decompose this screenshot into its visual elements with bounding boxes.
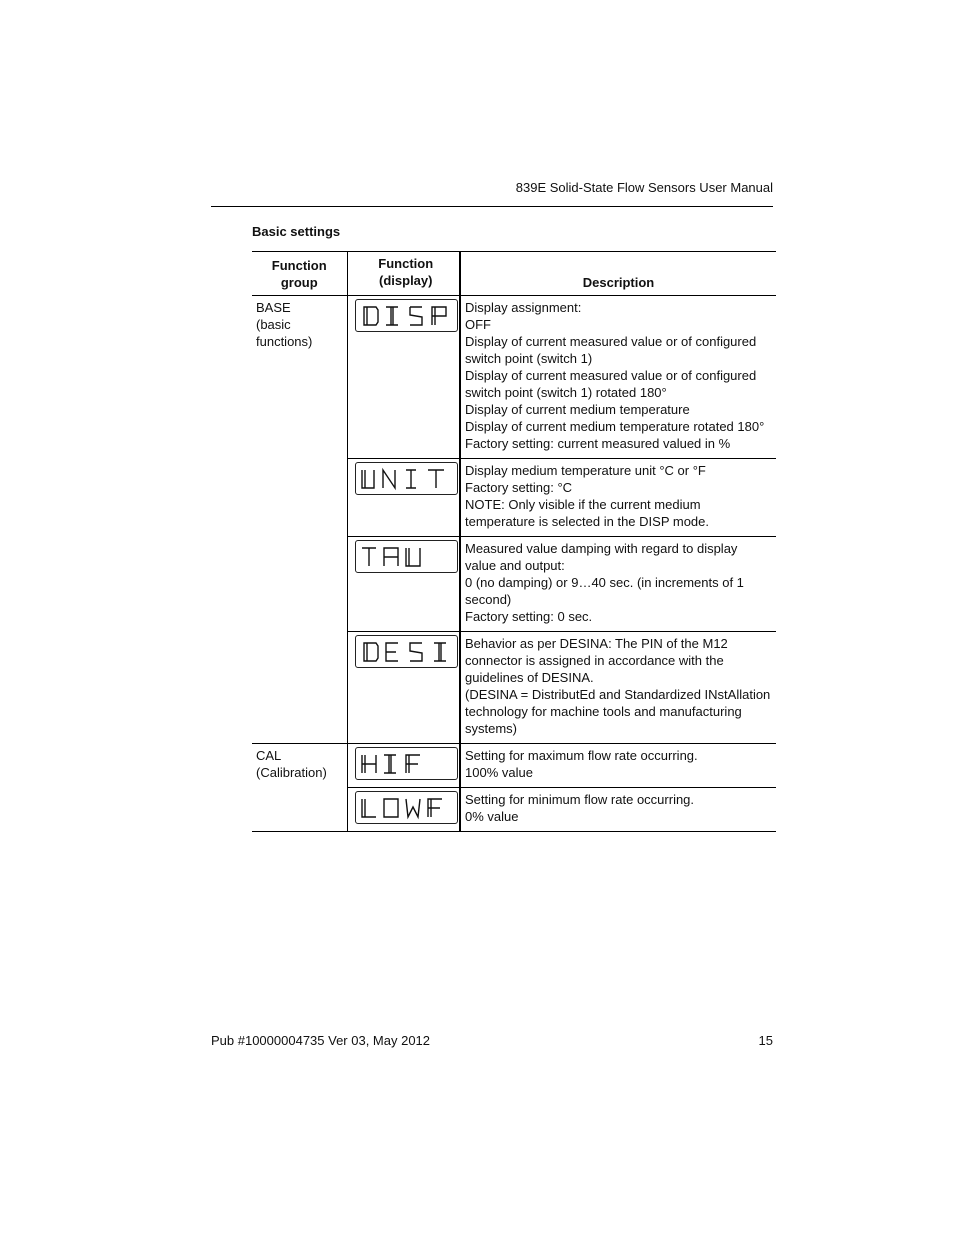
header-description: Description [460, 252, 776, 296]
header-function-group: Function group [252, 252, 347, 296]
display-cell [347, 537, 460, 632]
group-label: BASE [256, 300, 291, 315]
description-cell [460, 537, 776, 632]
header-function-display: Function (display) [347, 252, 460, 296]
group-cell-base [252, 296, 347, 744]
lcd-desi-glyphs [356, 636, 457, 667]
table-row [252, 744, 776, 788]
group-label: CAL [256, 748, 282, 763]
group-label: (basic [256, 317, 291, 332]
lcd-hif-glyphs [356, 748, 457, 779]
description-line: Setting for maximum flow rate occurring. [465, 748, 698, 763]
running-header: 839E Solid-State Flow Sensors User Manual [515, 180, 773, 195]
description-line: Factory setting: 0 sec. [465, 609, 593, 624]
lcd-display [355, 791, 458, 824]
description-line: NOTE: Only visible if the current medium temperature is selected in the DISP mode. [465, 497, 709, 529]
description-line: Display medium temperature unit °C or °F [465, 463, 706, 478]
description-line: 0 (no damping) or 9…40 sec. (in increments of 1 second) [465, 575, 744, 607]
description-cell [460, 296, 776, 459]
display-cell [347, 744, 460, 788]
basic-settings-table [252, 251, 776, 832]
lcd-display [355, 462, 458, 495]
description-line: Setting for minimum flow rate occurring. [465, 792, 695, 807]
lcd-display [355, 299, 458, 332]
display-cell [347, 632, 460, 744]
description-line: Display of current medium temperature rotated 180° [465, 419, 765, 434]
description-line: Display of current medium temperature [465, 402, 690, 417]
description-line: Factory setting: °C [465, 480, 573, 495]
table-header-row [252, 252, 776, 296]
table-row [252, 296, 776, 459]
lcd-disp-glyphs [356, 300, 457, 331]
header-rule [211, 206, 773, 207]
description-line: Behavior as per DESINA: The PIN of the M12 connector is assigned in accordance with the guidelines of DESINA. [465, 636, 728, 685]
lcd-display [355, 540, 458, 573]
description-cell [460, 459, 776, 537]
lcd-display [355, 635, 458, 668]
group-cell-cal [252, 744, 347, 832]
lcd-display [355, 747, 458, 780]
group-label: functions) [256, 334, 313, 349]
display-cell [347, 296, 460, 459]
lcd-lowf-glyphs [356, 792, 457, 823]
display-cell [347, 788, 460, 832]
description-line: Display assignment: [465, 300, 582, 315]
description-line: (DESINA = DistributEd and Standardized INstAllation technology for machine tools and manufacturing systems) [465, 687, 771, 736]
description-line: Factory setting: current measured valued in % [465, 436, 731, 451]
description-line: Display of current measured value or of configured switch point (switch 1) rotated 180° [465, 368, 757, 400]
lcd-tau-glyphs [356, 541, 457, 572]
description-line: Measured value damping with regard to display value and output: [465, 541, 738, 573]
footer-publication: Pub #10000004735 Ver 03, May 2012 [211, 1033, 431, 1048]
description-line: 0% value [465, 809, 519, 824]
section-title: Basic settings [252, 224, 341, 239]
description-cell [460, 632, 776, 744]
display-cell [347, 459, 460, 537]
description-line: Display of current measured value or of configured switch point (switch 1) [465, 334, 757, 366]
description-cell [460, 744, 776, 788]
description-cell [460, 788, 776, 832]
group-label: (Calibration) [256, 765, 327, 780]
lcd-unit-glyphs [356, 463, 457, 494]
description-line: 100% value [465, 765, 533, 780]
footer-page-number: 15 [758, 1033, 773, 1048]
description-line: OFF [465, 317, 491, 332]
